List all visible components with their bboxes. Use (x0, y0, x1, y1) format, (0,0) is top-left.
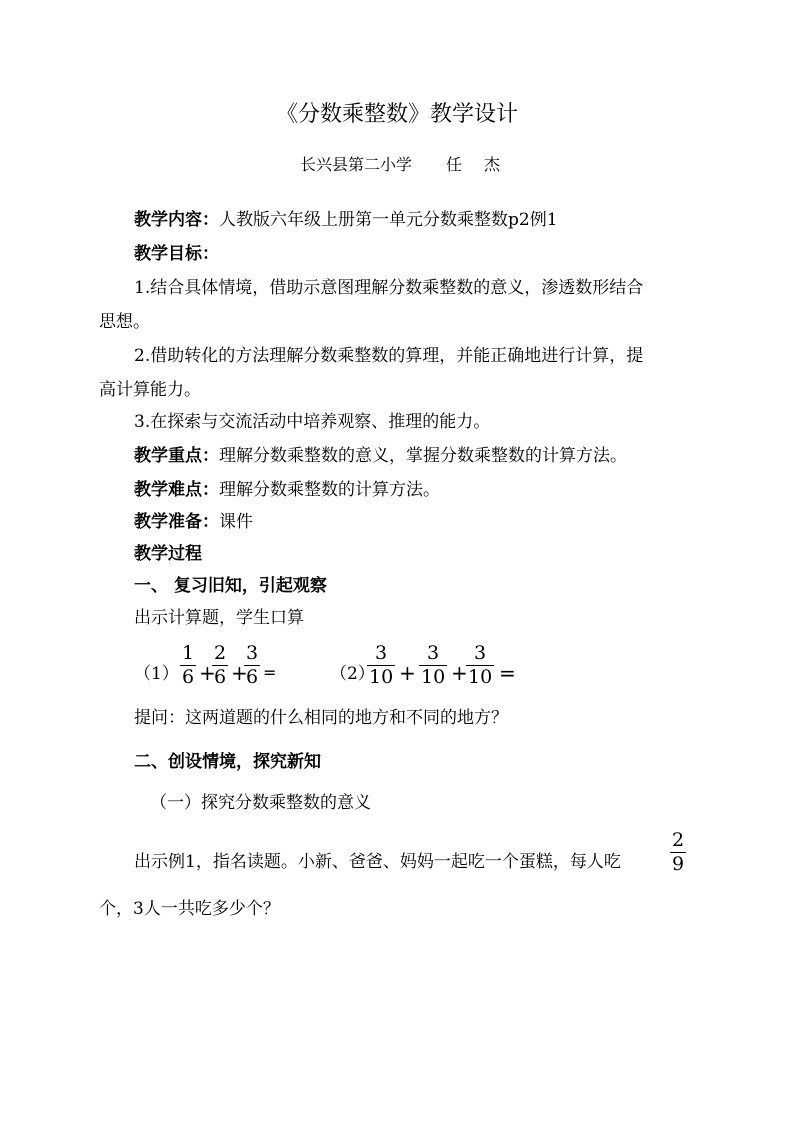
teaching-goals-label: 教学目标： (134, 244, 219, 264)
difficulty-label: 教学难点： (134, 480, 219, 500)
preparation-label: 教学准备： (134, 512, 219, 532)
q1-fraction-2: 2 6 (214, 642, 227, 688)
q1-fraction-1: 1 6 (182, 642, 195, 688)
author-surname: 任 (446, 155, 463, 174)
q1-plus-1: + (199, 661, 216, 685)
q1-plus-2: + (231, 661, 248, 685)
author-given-name: 杰 (484, 155, 501, 174)
teaching-content-text: 人教版六年级上册第一单元分数乘整数p2例1 (219, 210, 558, 230)
preparation (134, 510, 253, 534)
school-name: 长兴县第二小学 (300, 155, 413, 174)
difficulty (134, 478, 440, 502)
key-point (134, 444, 627, 468)
section-1-intro: 出示计算题，学生口算 (134, 608, 304, 628)
process-heading: 教学过程 (134, 544, 202, 564)
q2-plus-1: + (399, 661, 416, 685)
section-1-question: 提问：这两道题的什么相同的地方和不同的地方？ (134, 708, 508, 728)
q1-equals: = (263, 663, 277, 682)
goal-1-line-1: 1.结合具体情境，借助示意图理解分数乘整数的意义，渗透数形结合 (134, 278, 644, 298)
author-byline (300, 154, 500, 176)
q2-equals: = (499, 661, 516, 685)
q1-fraction-3: 3 6 (246, 642, 259, 688)
preparation-text: 课件 (219, 512, 253, 532)
teaching-content (134, 208, 558, 232)
example-line-2: 个，3人一共吃多少个？ (99, 899, 280, 919)
q1-label: （1） (134, 664, 179, 684)
key-point-label: 教学重点： (134, 446, 219, 466)
goal-2-line-2: 高计算能力。 (99, 380, 201, 400)
q2-label: （2） (330, 664, 375, 684)
key-point-text: 理解分数乘整数的意义，掌握分数乘整数的计算方法。 (219, 446, 627, 466)
difficulty-text: 理解分数乘整数的计算方法。 (219, 480, 440, 500)
example-fraction: 2 9 (672, 829, 685, 875)
q2-plus-2: + (451, 661, 468, 685)
goal-3: 3.在探索与交流活动中培养观察、推理的能力。 (134, 412, 491, 432)
document-title: 《分数乘整数》教学设计 (275, 102, 518, 127)
section-2-heading: 二、创设情境，探究新知 (134, 752, 321, 772)
goal-2-line-1: 2.借助转化的方法理解分数乘整数的算理，并能正确地进行计算，提 (134, 346, 644, 366)
q2-fraction-1: 3 10 (369, 642, 394, 688)
example-line-1: 出示例1，指名读题。小新、爸爸、妈妈一起吃一个蛋糕，每人吃 (134, 852, 621, 872)
section-2-sub-1: （一）探究分数乘整数的意义 (150, 793, 371, 813)
goal-1-line-2: 思想。 (99, 312, 150, 332)
q2-fraction-2: 3 10 (421, 642, 446, 688)
q2-fraction-3: 3 10 (468, 642, 493, 688)
teaching-content-label: 教学内容： (134, 210, 219, 230)
section-1-heading: 一、 复习旧知，引起观察 (134, 576, 327, 596)
